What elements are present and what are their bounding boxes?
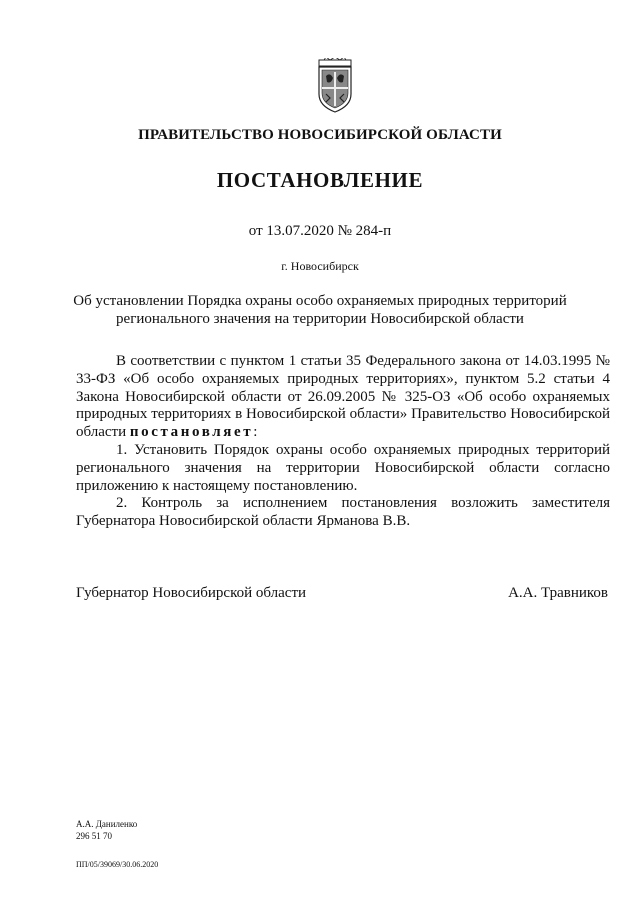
- document-type: ПОСТАНОВЛЕНИЕ: [216, 168, 424, 192]
- executor-name: А.А. Даниленко: [76, 819, 138, 829]
- organization-title: ПРАВИТЕЛЬСТВО НОВОСИБИРСКОЙ ОБЛАСТИ: [138, 127, 502, 143]
- coat-of-arms-icon: [316, 58, 354, 114]
- subject-line-1: Об установлении Порядка охраны особо охраняемых природных территорий: [73, 293, 567, 309]
- item-2: 2. Контроль за исполнением постановления возложить заместителя Губернатора Новосибирской области Ярманова В.В.: [76, 495, 610, 530]
- registration-number: ПП/05/39069/30.06.2020: [76, 860, 159, 869]
- signatory-position: Губернатор Новосибирской области: [76, 585, 307, 601]
- subject-line-2: регионального значения на территории Новосибирской области: [116, 311, 524, 327]
- resolves-word: постановляет: [129, 424, 254, 441]
- executor-phone: 296 51 70: [76, 831, 112, 841]
- preamble-paragraph: [76, 353, 610, 442]
- city: г. Новосибирск: [281, 259, 359, 273]
- item-1: 1. Установить Порядок охраны особо охраняемых природных территорий регионального значения на территории Новосибирской области согласно приложению к настоящему постановлению.: [76, 441, 610, 494]
- preamble-text: В соответствии с пунктом 1 статьи 35 Федерального закона от 14.03.1995 № 33-ФЗ «Об особо охраняемых природных территориях», пунктом 5.2 статьи 4 Закона Новосибирской области от 26.09.2005 № 325-ОЗ «Об особо охраняемых природных территориях в Новосибирской области» Правительство Новосибирской области: [76, 353, 610, 441]
- signatory-name: А.А. Травников: [508, 585, 608, 601]
- document-body: [76, 353, 610, 531]
- date-number: от 13.07.2020 № 284-п: [248, 223, 392, 239]
- resolves-suffix: :: [253, 424, 258, 441]
- subject-title: [0, 292, 640, 328]
